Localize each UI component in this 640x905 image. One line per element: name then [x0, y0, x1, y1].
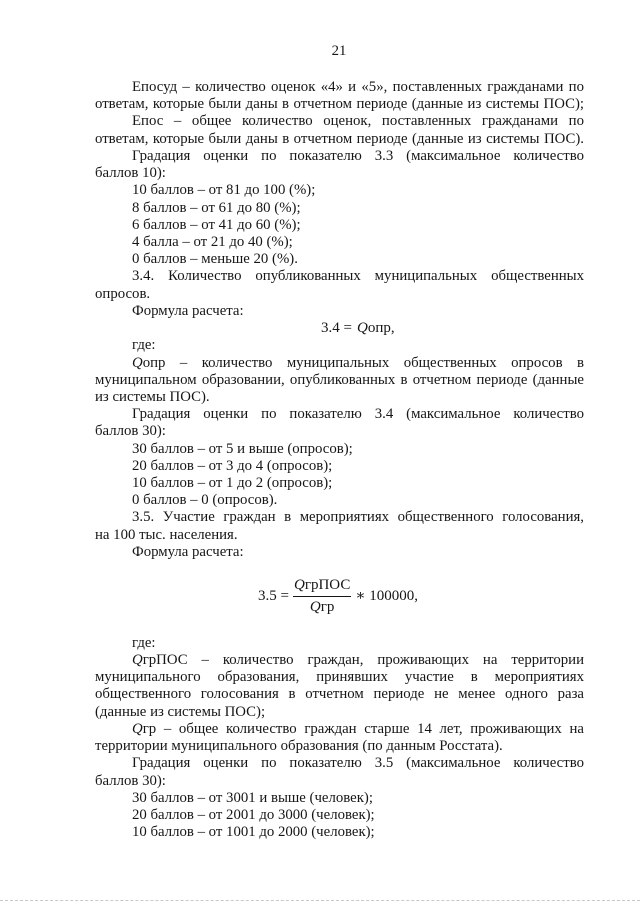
grading-item: 10 баллов – от 81 до 100 (%); [132, 182, 316, 199]
grading-heading: баллов 10): [95, 165, 166, 182]
numerator-text: грПОС [304, 577, 351, 594]
denominator-variable: Q [309, 599, 321, 616]
where-label: где: [132, 634, 156, 651]
definition-variable: Q [132, 720, 143, 737]
grading-heading: Градация оценки по показателю 3.5 (максимальное количество [132, 755, 584, 772]
definition-line [95, 721, 584, 738]
grading-item: 10 баллов – от 1001 до 2000 (человек); [132, 824, 375, 841]
page-body [95, 79, 584, 841]
grading-item: 0 баллов – меньше 20 (%). [132, 251, 298, 268]
formula-lhs: 3.5 = [258, 588, 289, 604]
formula-rhs: опр, [367, 320, 395, 337]
definition-line: общественного голосования в отчетном периоде не менее одного раза [95, 686, 584, 703]
formula-3-5-block [95, 561, 584, 635]
formula-3-4 [95, 320, 584, 337]
grading-item: 0 баллов – 0 (опросов). [132, 492, 278, 509]
definition-text: опр – количество муниципальных общественных опросов в [142, 354, 584, 371]
text-line: ответам, которые были даны в отчетном периоде (данные из системы ПОС). [95, 130, 584, 147]
grading-heading: Градация оценки по показателю 3.4 (максимальное количество [132, 406, 584, 423]
definition-line [95, 355, 584, 372]
definition-variable: Q [132, 354, 143, 371]
indicator-title: 3.4. Количество опубликованных муниципальных общественных [132, 268, 584, 285]
grading-item: 20 баллов – от 3 до 4 (опросов); [132, 457, 333, 474]
definition-text: грПОС – количество граждан, проживающих на территории [142, 652, 584, 669]
denominator-text: гр [320, 599, 335, 616]
definition-line: муниципальном образовании, опубликованных в отчетном периоде (данные [95, 371, 584, 388]
grading-item: 4 балла – от 21 до 40 (%); [132, 233, 293, 250]
definition-text: гр – общее количество граждан старше 14 лет, проживающих на [142, 720, 584, 737]
indicator-title: 3.5. Участие граждан в мероприятиях общественного голосования, [132, 509, 584, 526]
grading-item: 8 баллов – от 61 до 80 (%); [132, 199, 301, 216]
formula-fraction [293, 577, 351, 616]
grading-heading: баллов 30): [95, 423, 166, 440]
indicator-title: опросов. [95, 285, 151, 302]
formula-3-5 [258, 577, 418, 616]
formula-label: Формула расчета: [132, 302, 244, 319]
definition-line: территории муниципального образования (по данным Росстата). [95, 738, 503, 755]
grading-item: 30 баллов – от 3001 и выше (человек); [132, 789, 373, 806]
text-line: ответам, которые были даны в отчетном периоде (данные из системы ПОС); [95, 96, 584, 113]
grading-heading: Градация оценки по показателю 3.3 (максимальное количество [132, 147, 584, 164]
definition-line [95, 652, 584, 669]
text-line: Епосуд – количество оценок «4» и «5», поставленных гражданами по [132, 79, 584, 95]
numerator-variable: Q [293, 577, 305, 594]
indicator-title: на 100 тыс. населения. [95, 526, 238, 543]
formula-variable: Q [356, 320, 368, 337]
fraction-numerator [293, 577, 351, 597]
formula-rhs: ∗ 100000, [355, 588, 419, 604]
where-label: где: [132, 337, 156, 354]
grading-item: 10 баллов – от 1 до 2 (опросов); [132, 475, 333, 492]
definition-variable: Q [132, 652, 143, 669]
formula-label: Формула расчета: [132, 543, 244, 560]
grading-item: 6 баллов – от 41 до 60 (%); [132, 216, 301, 233]
text-line: Епос – общее количество оценок, поставленных гражданами по [132, 113, 584, 130]
formula-lhs: 3.4 = [321, 320, 352, 337]
grading-item: 20 баллов – от 2001 до 3000 (человек); [132, 807, 375, 823]
fraction-denominator [310, 597, 335, 616]
grading-item: 30 баллов – от 5 и выше (опросов); [132, 440, 353, 457]
scan-edge [0, 900, 640, 901]
grading-heading: баллов 30): [95, 772, 166, 789]
definition-line: (данные из системы ПОС); [95, 703, 266, 720]
page-number: 21 [331, 43, 347, 59]
definition-line: из системы ПОС). [95, 388, 210, 405]
definition-line: муниципального образования, принявших участие в мероприятиях [95, 669, 584, 686]
